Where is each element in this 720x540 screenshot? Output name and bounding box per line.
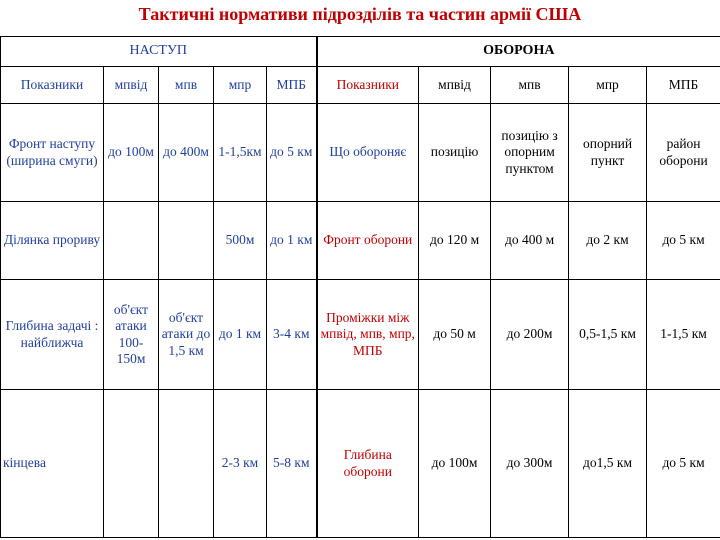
defense-cell-mpb: 1-1,5 км [647,280,720,390]
defense-cell-mpb: район оборони [647,104,720,202]
defense-header-mpr: мпр [569,67,647,104]
table-row [1,280,720,390]
table-row [1,104,720,202]
defense-cell-mpvid: до 120 м [419,202,491,280]
attack-cell-mpb: до 1 км [267,202,317,280]
attack-row-label: Ділянка прориву [1,202,104,280]
attack-header-indicators: Показники [1,67,104,104]
attack-cell-mpv [159,202,214,280]
defense-cell-mpr: до1,5 км [569,390,647,538]
defense-cell-mpr: опорний пункт [569,104,647,202]
attack-cell-mpvid: об'єкт атаки 100-150м [104,280,159,390]
attack-cell-mpr: 500м [214,202,267,280]
attack-cell-mpvid: до 100м [104,104,159,202]
defense-header-mpvid: мпвід [419,67,491,104]
attack-header-mpv: мпв [159,67,214,104]
attack-row-label: кінцева [1,390,104,538]
slide-title: Тактичні нормативи підрозділів та частин армії США [138,4,582,24]
defense-cell-mpvid: позицію [419,104,491,202]
attack-cell-mpr: до 1 км [214,280,267,390]
defense-cell-mpr: 0,5-1,5 км [569,280,647,390]
section-defense: ОБОРОНА [317,37,720,67]
defense-cell-mpv: до 200м [491,280,569,390]
attack-row-label: Фронт наступу (ширина смуги) [1,104,104,202]
defense-cell-mpvid: до 100м [419,390,491,538]
defense-row-label: Проміжки між мпвід, мпв, мпр, МПБ [317,280,419,390]
defense-cell-mpr: до 2 км [569,202,647,280]
section-header-row [1,37,720,67]
attack-cell-mpv [159,390,214,538]
attack-cell-mpvid [104,390,159,538]
attack-cell-mpb: до 5 км [267,104,317,202]
defense-row-label: Фронт оборони [317,202,419,280]
defense-cell-mpb: до 5 км [647,202,720,280]
attack-header-mpr: мпр [214,67,267,104]
defense-cell-mpvid: до 50 м [419,280,491,390]
defense-header-mpb: МПБ [647,67,720,104]
table-row [1,390,720,538]
defense-cell-mpb: до 5 км [647,390,720,538]
defense-header-mpv: мпв [491,67,569,104]
attack-cell-mpb: 5-8 км [267,390,317,538]
table-row [1,202,720,280]
attack-header-mpb: МПБ [267,67,317,104]
defense-cell-mpv: позицію з опорним пунктом [491,104,569,202]
section-attack: НАСТУП [1,37,317,67]
attack-header-mpvid: мпвід [104,67,159,104]
defense-cell-mpv: до 400 м [491,202,569,280]
norms-table [0,36,720,538]
defense-cell-mpv: до 300м [491,390,569,538]
attack-cell-mpb: 3-4 км [267,280,317,390]
attack-cell-mpr: 2-3 км [214,390,267,538]
attack-row-label: Глибина задачі : найближча [1,280,104,390]
attack-cell-mpr: 1-1,5км [214,104,267,202]
attack-cell-mpv: до 400м [159,104,214,202]
attack-cell-mpvid [104,202,159,280]
defense-row-label: Що обороняє [317,104,419,202]
defense-row-label: Глибина оборони [317,390,419,538]
attack-cell-mpv: об'єкт атаки до 1,5 км [159,280,214,390]
defense-header-indicators: Показники [317,67,419,104]
column-header-row [1,67,720,104]
